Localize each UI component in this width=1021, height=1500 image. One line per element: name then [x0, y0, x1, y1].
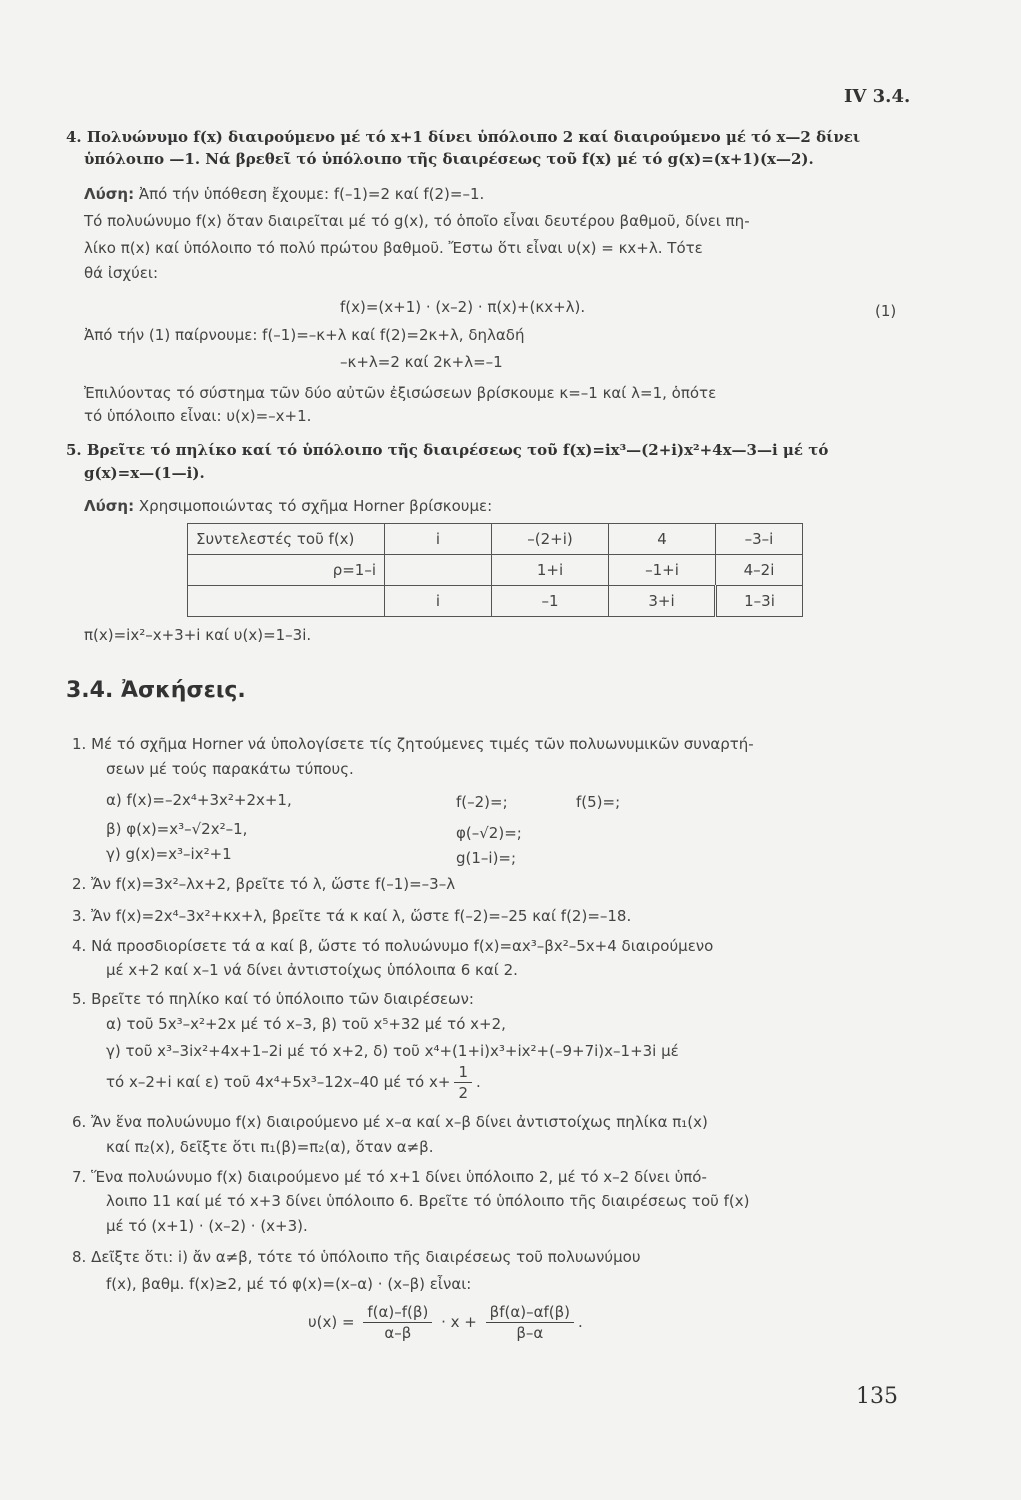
text: τό x–2+i καί ε) τοῦ 4x⁴+5x³–12x–40 μέ τό x+	[106, 1073, 451, 1091]
exercise-1-alpha: α) f(x)=–2x⁴+3x²+2x+1,	[106, 791, 292, 809]
table-cell	[188, 586, 385, 617]
fraction-denominator: β–α	[516, 1324, 544, 1342]
exercise-8-line-2: f(x), βαθμ. f(x)≥2, μέ τό φ(x)=(x–α) · (x–β) εἶναι:	[106, 1275, 472, 1293]
problem-4-solution-5: Ἀπό τήν (1) παίρνουμε: f(–1)=–κ+λ καί f(2)=2κ+λ, δηλαδή	[84, 326, 525, 344]
table-cell: 1+i	[492, 555, 609, 586]
problem-5-line-2: g(x)=x—(1—i).	[84, 464, 205, 482]
formula-lhs: υ(x) =	[308, 1313, 355, 1331]
table-cell: i	[385, 586, 492, 617]
table-cell: ρ=1–i	[188, 555, 385, 586]
table-cell: 1–3i	[716, 586, 803, 617]
exercise-1-line-1: 1. Μέ τό σχῆμα Horner νά ὑπολογίσετε τίς ζητούμενες τιμές τῶν πολυωνυμικῶν συναρτή-	[72, 735, 754, 753]
table-cell: –(2+i)	[492, 524, 609, 555]
table-cell: –1+i	[609, 555, 716, 586]
exercise-4-line-1: 4. Νά προσδιορίσετε τά α καί β, ὥστε τό πολυώνυμο f(x)=αx³–βx²–5x+4 διαιρούμενο	[72, 937, 714, 955]
text: Χρησιμοποιώντας τό σχῆμα Horner βρίσκουμε:	[138, 497, 493, 515]
text: Ἀπό τήν ὑπόθεση ἔχουμε: f(–1)=2 καί f(2)=–1.	[138, 185, 485, 203]
exercise-1-gamma: γ) g(x)=x³–ix²+1	[106, 845, 232, 863]
fraction-denominator: α–β	[384, 1324, 412, 1342]
exercise-8-line-1: 8. Δεῖξτε ὅτι: i) ἄν α≠β, τότε τό ὑπόλοιπο τῆς διαιρέσεως τοῦ πολυωνύμου	[72, 1248, 641, 1266]
fraction-denominator: 2	[458, 1084, 468, 1102]
fraction-numerator: βf(α)–αf(β)	[486, 1302, 574, 1323]
table-cell	[385, 555, 492, 586]
exercise-7-line-3: μέ τό (x+1) · (x–2) · (x+3).	[106, 1217, 308, 1235]
fraction-1	[363, 1302, 432, 1343]
table-cell: i	[385, 524, 492, 555]
exercise-5-line-2: α) τοῦ 5x³–x²+2x μέ τό x–3, β) τοῦ x⁵+32 μέ τό x+2,	[106, 1015, 506, 1033]
formula-middle: · x +	[441, 1313, 477, 1331]
fraction-numerator: f(α)–f(β)	[363, 1302, 432, 1323]
fraction-numerator: 1	[454, 1062, 472, 1083]
section-title: 3.4. Ἀσκήσεις.	[66, 678, 246, 703]
exercise-6-line-2: καί π₂(x), δεῖξτε ὅτι π₁(β)=π₂(α), ὅταν α≠β.	[106, 1138, 434, 1156]
problem-4-solution-2: Τό πολυώνυμο f(x) ὅταν διαιρεῖται μέ τό g(x), τό ὁποῖο εἶναι δευτέρου βαθμοῦ, δίνει πη-	[84, 212, 750, 230]
exercise-5-line-4: τό x–2+i καί ε) τοῦ 4x⁴+5x³–12x–40 μέ τό x+ $\frac{1}{2}$ .	[106, 1063, 481, 1102]
exercise-2: 2. Ἄν f(x)=3x²–λx+2, βρεῖτε τό λ, ὥστε f(–1)=–3–λ	[72, 875, 456, 893]
problem-4-solution-1	[84, 183, 484, 205]
section-reference: IV 3.4.	[844, 86, 911, 107]
problem-4-solution-6: Ἐπιλύοντας τό σύστημα τῶν δύο αὐτῶν ἐξισώσεων βρίσκουμε κ=–1 καί λ=1, ὁπότε	[84, 384, 717, 402]
table-cell: 4	[609, 524, 716, 555]
exercise-1-alpha-value-1: f(–2)=;	[456, 793, 508, 811]
equation-1-tag: (1)	[875, 302, 897, 320]
table-cell: 3+i	[609, 586, 716, 617]
exercise-5-line-1: 5. Βρεῖτε τό πηλίκο καί τό ὑπόλοιπο τῶν διαιρέσεων:	[72, 990, 474, 1008]
solution-label: Λύση:	[84, 497, 135, 515]
exercise-1-alpha-value-2: f(5)=;	[576, 793, 621, 811]
exercise-1-beta-value: φ(–√2)=;	[456, 824, 522, 842]
exercise-1-line-2: σεων μέ τούς παρακάτω τύπους.	[106, 760, 354, 778]
equation-1: f(x)=(x+1) · (x–2) · π(x)+(κx+λ).	[340, 298, 586, 316]
exercise-1-beta: β) φ(x)=x³–√2x²–1,	[106, 820, 248, 838]
page-number: 135	[856, 1384, 898, 1409]
exercise-5-line-3: γ) τοῦ x³–3ix²+4x+1–2i μέ τό x+2, δ) τοῦ x⁴+(1+i)x³+ix²+(–9+7i)x–1+3i μέ	[106, 1042, 679, 1060]
exercise-3: 3. Ἄν f(x)=2x⁴–3x²+κx+λ, βρεῖτε τά κ καί λ, ὥστε f(–2)=–25 καί f(2)=–18.	[72, 907, 632, 925]
solution-label: Λύση:	[84, 185, 135, 203]
problem-4-line-1: 4. Πολυώνυμο f(x) διαιρούμενο μέ τό x+1 δίνει ὑπόλοιπο 2 καί διαιρούμενο μέ τό x—2 δίνει	[66, 128, 861, 146]
table-cell: 4–2i	[716, 555, 803, 586]
table-row	[188, 586, 803, 617]
problem-5-solution-1	[84, 495, 492, 517]
problem-4-solution-7: τό ὑπόλοιπο εἶναι: υ(x)=–x+1.	[84, 407, 312, 425]
table-row	[188, 555, 803, 586]
table-row	[188, 524, 803, 555]
fraction-one-half	[454, 1062, 472, 1103]
problem-5-result: π(x)=ix²–x+3+i καί υ(x)=1–3i.	[84, 626, 312, 644]
table-cell: –1	[492, 586, 609, 617]
problem-4-line-2: ὑπόλοιπο —1. Νά βρεθεῖ τό ὑπόλοιπο τῆς διαιρέσεως τοῦ f(x) μέ τό g(x)=(x+1)(x—2).	[84, 150, 814, 168]
exercise-4-line-2: μέ x+2 καί x–1 νά δίνει ἀντιστοίχως ὑπόλοιπα 6 καί 2.	[106, 961, 518, 979]
exercise-7-line-2: λοιπο 11 καί μέ τό x+3 δίνει ὑπόλοιπο 6. Βρεῖτε τό ὑπόλοιπο τῆς διαιρέσεως τοῦ f(x)	[106, 1192, 750, 1210]
equation-2: –κ+λ=2 καί 2κ+λ=–1	[340, 353, 503, 371]
problem-5-line-1: 5. Βρεῖτε τό πηλίκο καί τό ὑπόλοιπο τῆς διαιρέσεως τοῦ f(x)=ix³—(2+i)x²+4x—3—i μέ τό	[66, 441, 829, 459]
fraction-2	[486, 1302, 574, 1343]
exercise-1-gamma-value: g(1–i)=;	[456, 849, 517, 867]
horner-table	[187, 523, 803, 617]
exercise-8-formula: υ(x) = $\frac{f(\alpha)-f(\beta)}{\alpha-\beta}$ · x + $\frac{\beta f(\alpha)-\alpha f(\beta)}{\beta-\alpha}$ .	[308, 1303, 583, 1342]
problem-4-solution-4: θά ἰσχύει:	[84, 264, 158, 282]
exercise-7-line-1: 7. Ἕνα πολυώνυμο f(x) διαιρούμενο μέ τό x+1 δίνει ὑπόλοιπο 2, μέ τό x–2 δίνει ὑπό-	[72, 1168, 707, 1186]
exercise-6-line-1: 6. Ἄν ἕνα πολυώνυμο f(x) διαιρούμενο μέ x–α καί x–β δίνει ἀντιστοίχως πηλίκα π₁(x)	[72, 1113, 708, 1131]
table-cell: Συντελεστές τοῦ f(x)	[188, 524, 385, 555]
problem-4-solution-3: λίκο π(x) καί ὑπόλοιπο τό πολύ πρώτου βαθμοῦ. Ἔστω ὅτι εἶναι υ(x) = κx+λ. Τότε	[84, 239, 703, 257]
table-cell: –3–i	[716, 524, 803, 555]
